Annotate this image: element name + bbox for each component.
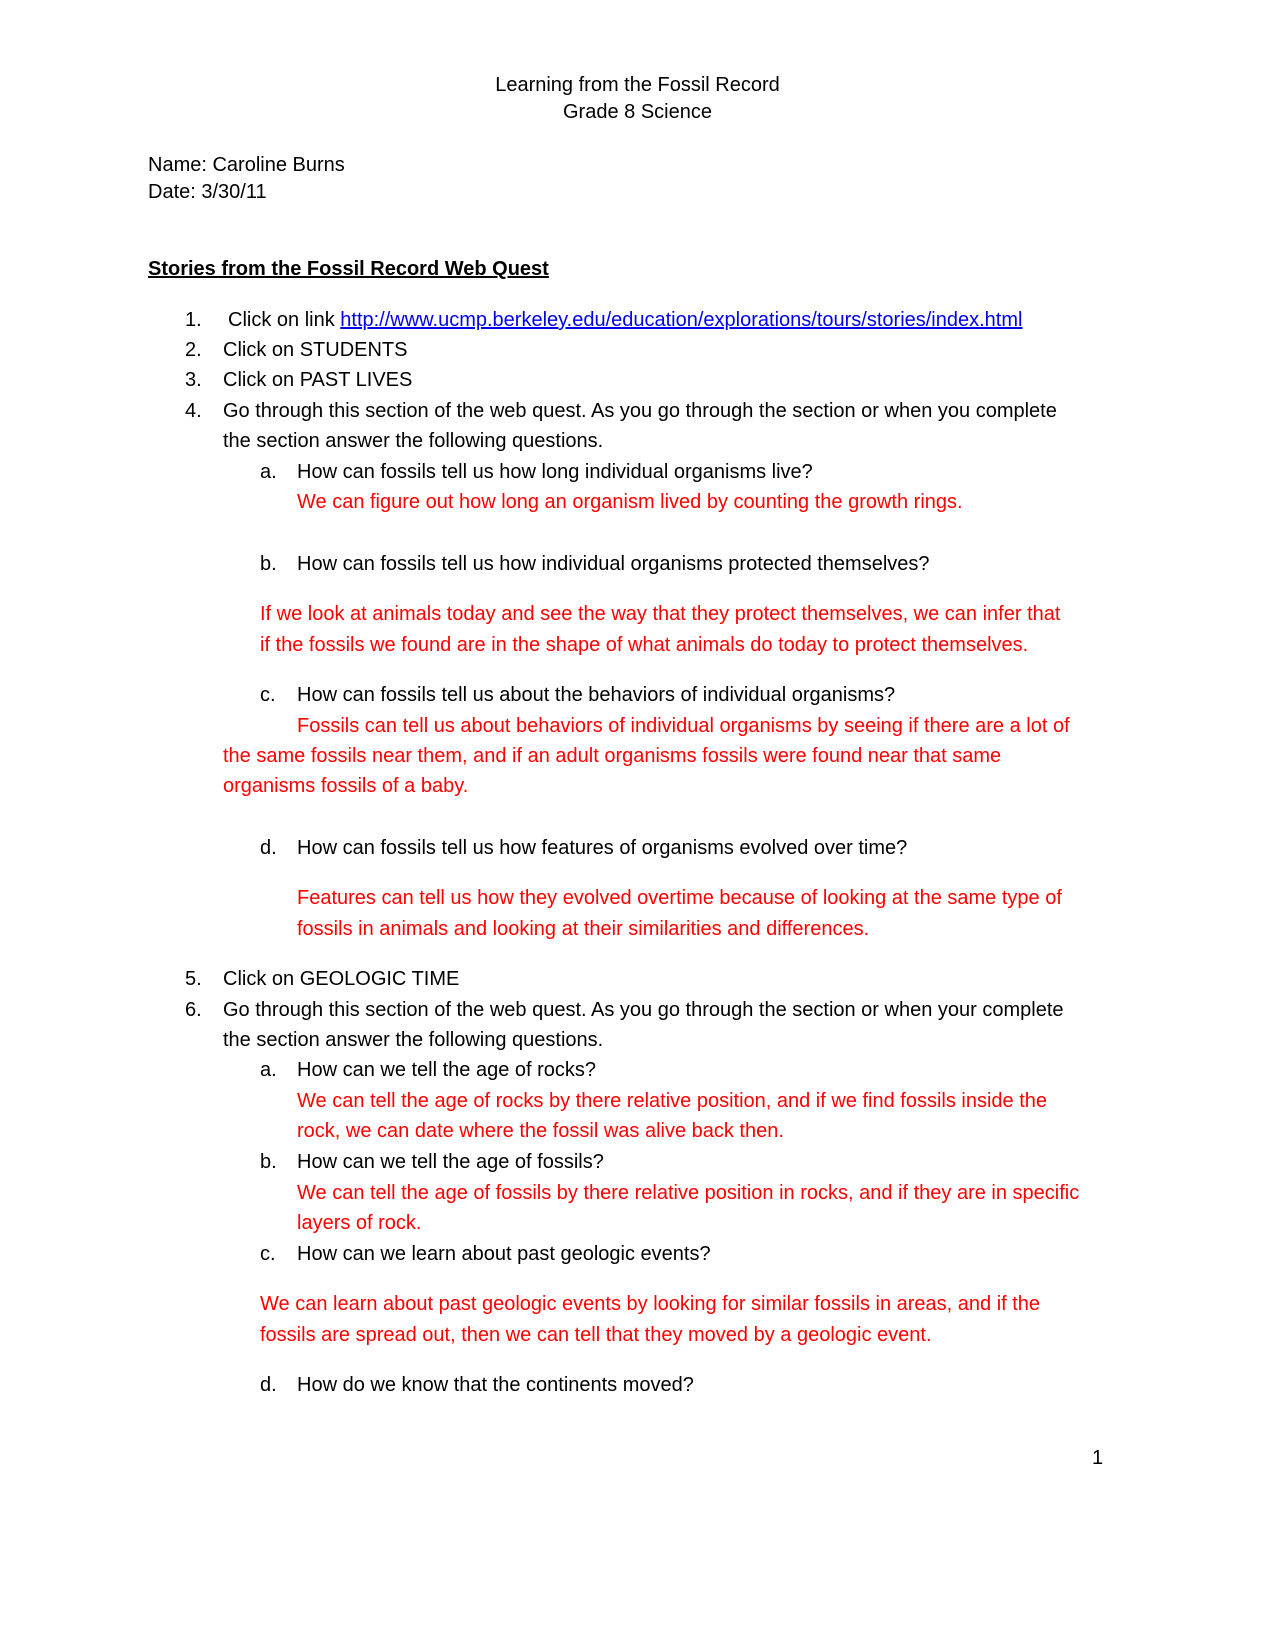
question-letter: d. [260, 1374, 277, 1396]
question-letter: c. [260, 684, 276, 706]
step-4-line-1: Go through this section of the web quest. As you go through the section or when you complete [223, 400, 1057, 422]
step-5: Click on GEOLOGIC TIME [223, 968, 460, 990]
document-subtitle: Grade 8 Science [563, 101, 712, 123]
question-letter: c. [260, 1243, 276, 1265]
step-number: 5. [185, 968, 202, 990]
answer-1c-line-1: Fossils can tell us about behaviors of individual organisms by seeing if there are a lot of [297, 715, 1070, 737]
step-4-line-2: the section answer the following questions. [223, 430, 604, 452]
answer-1c-line-2: the same fossils near them, and if an adult organisms fossils were found near that same [223, 745, 1002, 767]
question-2d: How do we know that the continents moved? [297, 1374, 694, 1396]
answer-2b-line-2: layers of rock. [297, 1212, 422, 1234]
question-2b: How can we tell the age of fossils? [297, 1151, 604, 1173]
answer-2a-line-1: We can tell the age of rocks by there relative position, and if we find fossils inside the [297, 1090, 1048, 1112]
question-letter: b. [260, 1151, 277, 1173]
step-number: 1. [185, 309, 202, 331]
question-2a: How can we tell the age of rocks? [297, 1059, 597, 1081]
question-1b: How can fossils tell us how individual organisms protected themselves? [297, 553, 930, 575]
section-title: Stories from the Fossil Record Web Quest [148, 258, 549, 280]
question-letter: b. [260, 553, 277, 575]
question-1d: How can fossils tell us how features of organisms evolved over time? [297, 837, 908, 859]
step-number: 2. [185, 339, 202, 361]
step-number: 6. [185, 999, 202, 1021]
question-letter: a. [260, 461, 277, 483]
answer-1d-line-1: Features can tell us how they evolved overtime because of looking at the same type of [297, 887, 1062, 909]
step-text: Click on link [228, 309, 335, 331]
answer-1c-line-3: organisms fossils of a baby. [223, 775, 469, 797]
web-quest-link[interactable]: http://www.ucmp.berkeley.edu/education/explorations/tours/stories/index.html [340, 309, 1023, 331]
answer-1d-line-2: fossils in animals and looking at their similarities and differences. [297, 918, 870, 940]
answer-2a-line-2: rock, we can date where the fossil was alive back then. [297, 1120, 784, 1142]
question-1a: How can fossils tell us how long individual organisms live? [297, 461, 813, 483]
step-3: Click on PAST LIVES [223, 369, 413, 391]
step-1 [228, 308, 1022, 332]
answer-2b-line-1: We can tell the age of fossils by there relative position in rocks, and if they are in specific [297, 1182, 1080, 1204]
page-number: 1 [1092, 1447, 1104, 1469]
step-6-line-2: the section answer the following questions. [223, 1029, 604, 1051]
student-name: Name: Caroline Burns [148, 154, 345, 176]
step-number: 4. [185, 400, 202, 422]
answer-1a: We can figure out how long an organism lived by counting the growth rings. [297, 491, 963, 513]
question-letter: a. [260, 1059, 277, 1081]
student-date: Date: 3/30/11 [148, 181, 267, 203]
question-2c: How can we learn about past geologic events? [297, 1243, 711, 1265]
answer-1b-line-1: If we look at animals today and see the way that they protect themselves, we can infer that [260, 603, 1061, 625]
answer-2c-line-1: We can learn about past geologic events by looking for similar fossils in areas, and if the [260, 1293, 1041, 1315]
question-letter: d. [260, 837, 277, 859]
step-number: 3. [185, 369, 202, 391]
document-title: Learning from the Fossil Record [495, 74, 780, 96]
question-1c: How can fossils tell us about the behaviors of individual organisms? [297, 684, 896, 706]
answer-1b-line-2: if the fossils we found are in the shape of what animals do today to protect themselves. [260, 634, 1029, 656]
step-6-line-1: Go through this section of the web quest. As you go through the section or when your complete [223, 999, 1064, 1021]
step-2: Click on STUDENTS [223, 339, 408, 361]
answer-2c-line-2: fossils are spread out, then we can tell that they moved by a geologic event. [260, 1324, 932, 1346]
